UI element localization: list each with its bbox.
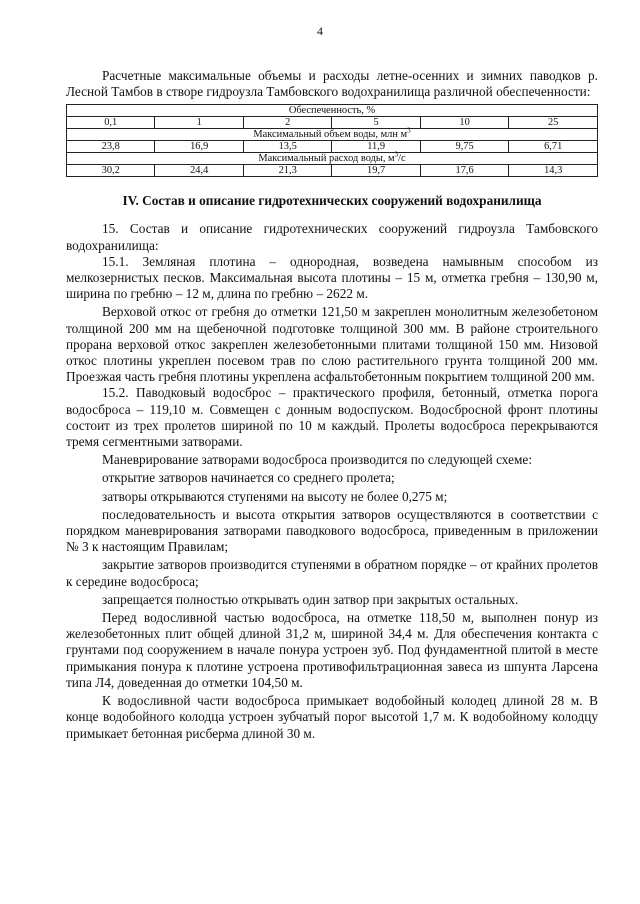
flood-table xyxy=(66,104,598,177)
discharge-cell: 17,6 xyxy=(420,165,508,177)
volume-cell: 16,9 xyxy=(155,141,243,153)
discharge-cell: 21,3 xyxy=(243,165,331,177)
paragraph-gate-step-1: открытие затворов начинается со среднего пролета; xyxy=(102,470,395,486)
volume-cell: 11,9 xyxy=(332,141,420,153)
discharge-cell: 14,3 xyxy=(509,165,598,177)
table-row xyxy=(67,105,598,117)
percent-cell: 10 xyxy=(420,117,508,129)
percent-cell: 25 xyxy=(509,117,598,129)
discharge-cell: 24,4 xyxy=(155,165,243,177)
percent-cell: 0,1 xyxy=(67,117,155,129)
paragraph-gate-step-3: последовательность и высота открытия затворов осуществляются в соответствии с порядком маневрирования затворами паводкового водосброса, приведенным в приложении № 3 к настоящим Правилам; xyxy=(66,506,598,555)
paragraph-gate-step-2: затворы открываются ступенями на высоту не более 0,275 м; xyxy=(102,488,448,504)
paragraph-15-1: 15.1. Земляная плотина – однородная, возведена намывным способом из мелкозернистых песков. Максимальная высота плотины – 15 м, отметка гребня – 130,90 м, ширина по гребню – 12 м, длина по гребню – 2622 м. xyxy=(66,253,598,302)
table-row xyxy=(67,165,598,177)
percent-cell: 5 xyxy=(332,117,420,129)
volume-cell: 9,75 xyxy=(420,141,508,153)
paragraph-15: 15. Состав и описание гидротехнических сооружений гидроузла Тамбовского водохранилища: xyxy=(66,221,598,253)
table-header-cell: Обеспеченность, % xyxy=(67,105,598,117)
percent-cell: 1 xyxy=(155,117,243,129)
intro-paragraph: Расчетные максимальные объемы и расходы летне-осенних и зимних паводков р. Лесной Тамбов в створе гидроузла Тамбовского водохранилища различной обеспеченности: xyxy=(66,68,598,100)
volume-cell: 23,8 xyxy=(67,141,155,153)
table-row xyxy=(67,117,598,129)
volume-cell: 6,71 xyxy=(509,141,598,153)
volume-title: Максимальный объем воды, млн м xyxy=(253,129,408,141)
paragraph-gate-scheme: Маневрирование затворами водосброса производится по следующей схеме: xyxy=(102,452,533,468)
paragraph-gate-step-5: запрещается полностью открывать один затвор при закрытых остальных. xyxy=(102,591,519,607)
table-row xyxy=(67,129,598,141)
percent-cell: 2 xyxy=(243,117,331,129)
table-row xyxy=(67,153,598,165)
table-row xyxy=(67,141,598,153)
paragraph-gate-step-4: закрытие затворов производится ступенями в обратном порядке – от крайних пролетов к середине водосброса; xyxy=(66,557,598,589)
page-number: 4 xyxy=(317,24,323,38)
paragraph-stilling-basin: К водосливной части водосброса примыкает водобойный колодец длиной 28 м. В конце водобойного колодца устроен зубчатый порог высотой 1,7 м. К водобойному колодцу примыкает бетонная рисберма длиной 30 м. xyxy=(66,693,598,741)
document-body xyxy=(66,68,598,742)
section-title: IV. Состав и описание гидротехнических сооружений водохранилища xyxy=(122,193,542,209)
volume-title-cell xyxy=(67,126,598,141)
discharge-title: Максимальный расход воды, м xyxy=(258,153,395,165)
volume-unit-sup: 3 xyxy=(407,126,411,135)
paragraph-upstream-slope: Верховой откос от гребня до отметки 121,50 м закреплен монолитным железобетоном толщиной 200 мм на щебеночной подготовке толщиной 300 мм. В районе строительного прорана верховой откос закреплен железобетонными плитами толщиной 150 мм. Низовой откос плотины укреплен посевом трав по слою растительного грунта толщиной 200 мм. Проезжая часть гребня плотины укреплена асфальтобетонным покрытием толщиной 200 мм. xyxy=(66,304,598,385)
paragraph-15-2: 15.2. Паводковый водосброс – практического профиля, бетонный, отметка порога водосброса – 119,10 м. Совмещен с донным водоспуском. Водосбросной фронт плотины состоит из трех пролетов шириной по 10 м каждый. Пролеты водосброса перекрываются тремя сегментными затворами. xyxy=(66,385,598,450)
discharge-title-suffix: /с xyxy=(398,153,406,165)
discharge-title-cell xyxy=(67,150,598,165)
discharge-unit-sup: 3 xyxy=(394,150,399,159)
paragraph-apron: Перед водосливной частью водосброса, на отметке 118,50 м, выполнен понур из железобетонных плит общей длиной 31,2 м, шириной 34,4 м. Для обеспечения контакта с грунтами под сооружением в начале понура устроен зуб. Под фундаментной плитой в месте примыкания понура к плотине устроена противофильтрационная завеса из шпунта Ларсена типа Л4, доведенная до отметки 104,50 м. xyxy=(66,610,598,690)
discharge-cell: 19,7 xyxy=(332,165,420,177)
volume-cell: 13,5 xyxy=(243,141,331,153)
discharge-cell: 30,2 xyxy=(67,165,155,177)
